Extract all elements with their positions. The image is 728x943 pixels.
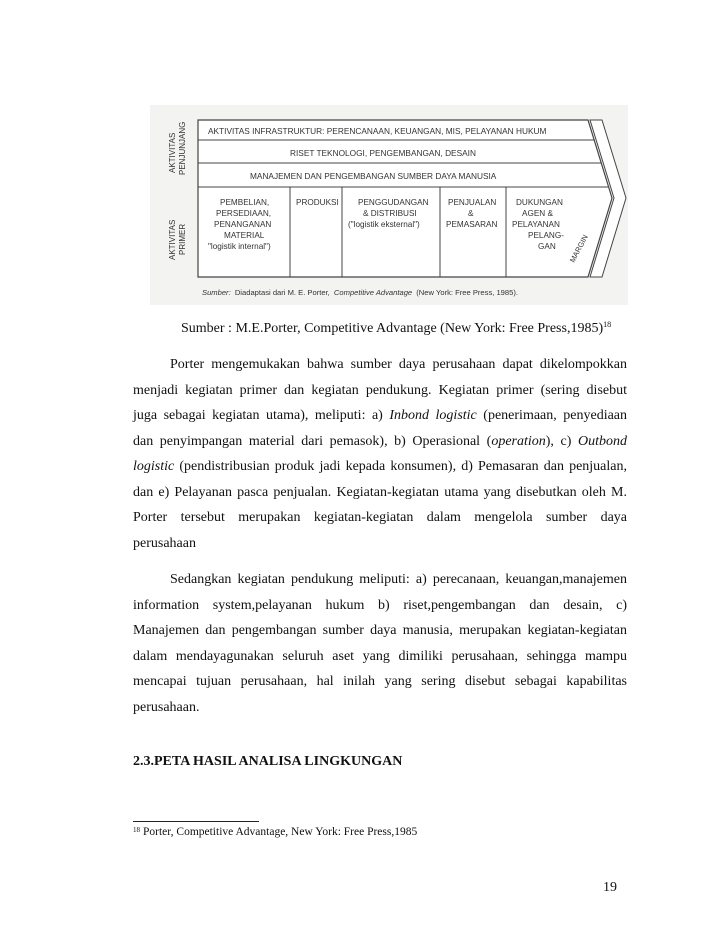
p2-line-5: mencapai tujuan perusahaan, hal inilah yang sering disebut sebagai kapabilitas xyxy=(133,674,627,689)
footnote-divider xyxy=(133,821,259,822)
outbond-term: Outbond xyxy=(578,433,627,449)
p1-line-6: dan e) Pelayanan pasca penjualan. Kegiatan-kegiatan utama yang disebutkan oleh M. xyxy=(133,484,627,500)
primary-cell-production xyxy=(296,198,339,207)
section-heading: 2.3.PETA HASIL ANALISA LINGKUNGAN xyxy=(133,754,403,769)
svg-text:&: & xyxy=(468,209,474,218)
footnote-text: Porter, Competitive Advantage, New York: Free Press,1985 xyxy=(143,826,418,838)
p2-line-2: information system,pelayanan hukum b) riset,pengembangan dan desain, c) xyxy=(133,597,627,613)
svg-text:("logistik eksternal"): ("logistik eksternal") xyxy=(348,220,420,229)
svg-text:PELANG-: PELANG- xyxy=(528,231,564,240)
p1-line-3: juga sebagai kegiatan utama), meliputi: a) Inbond logistic (penerimaan, penyediaan xyxy=(133,408,628,423)
svg-text:PEMASARAN: PEMASARAN xyxy=(446,220,498,229)
p2-line-4: dalam mendayagunakan seluruh aset yang dimiliki perusahaan, sehingga mampu xyxy=(133,648,627,664)
margin-label: MARGIN xyxy=(567,233,590,264)
p1-line-2: menjadi kegiatan primer dan kegiatan pendukung. Kegiatan primer (sering disebut xyxy=(133,382,627,398)
figure-caption xyxy=(181,320,611,337)
page-number: 19 xyxy=(603,880,617,895)
operation-term: operation xyxy=(491,433,546,449)
p2-line-6: perusahaan. xyxy=(133,699,200,715)
svg-text:PRODUKSI: PRODUKSI xyxy=(296,198,339,207)
value-chain-figure xyxy=(150,105,628,305)
logistic-term: logistic xyxy=(133,459,175,474)
svg-text:DUKUNGAN: DUKUNGAN xyxy=(516,198,563,207)
svg-text:PELAYANAN: PELAYANAN xyxy=(512,220,560,229)
svg-text:"logistik internal"): "logistik internal") xyxy=(208,242,271,251)
svg-text:PENJUALAN: PENJUALAN xyxy=(448,198,497,207)
p2-line-3: Manajemen dan pengembangan sumber daya manusia, merupakan kegiatan-kegiatan xyxy=(133,623,627,638)
svg-text:& DISTRIBUSI: & DISTRIBUSI xyxy=(363,209,417,218)
svg-text:AGEN &: AGEN & xyxy=(522,209,553,218)
svg-text:PENANGANAN: PENANGANAN xyxy=(214,220,272,229)
p1-line-4: dan penyimpangan material dari pemasok), b) Operasional (operation), c) Outbond xyxy=(133,433,627,449)
footnote-number: 18 xyxy=(133,826,140,834)
support-row-infrastructure: AKTIVITAS INFRASTRUKTUR: PERENCANAAN, KEUANGAN, MIS, PELAYANAN HUKUM xyxy=(208,126,547,136)
svg-text:MATERIAL: MATERIAL xyxy=(224,231,265,240)
svg-text:GAN: GAN xyxy=(538,242,556,251)
value-chain-diagram xyxy=(150,105,628,305)
figure-source: Sumber: Diadaptasi dari M. E. Porter, Competitive Advantage (New York: Free Press, 1985). xyxy=(202,288,518,297)
p1-line-1: Porter mengemukakan bahwa sumber daya perusahaan dapat dikelompokkan xyxy=(170,357,627,372)
primary-side-label-1: AKTIVITAS xyxy=(168,219,177,260)
p2-line-1: Sedangkan kegiatan pendukung meliputi: a) perecanaan, keuangan,manajemen xyxy=(170,572,627,587)
support-side-label-2: PENJUNJANG xyxy=(178,121,187,175)
inbond-logistic-term: Inbond logistic xyxy=(389,408,477,423)
svg-text:PEMBELIAN,: PEMBELIAN, xyxy=(220,198,270,207)
caption-text: Sumber : M.E.Porter, Competitive Advantage (New York: Free Press,1985) xyxy=(181,321,604,336)
p1-line-5: logistic (pendistribusian produk jadi kepada konsumen), d) Pemasaran dan penjualan, xyxy=(133,459,628,474)
svg-text:PENGGUDANGAN: PENGGUDANGAN xyxy=(358,198,429,207)
p1-line-8: perusahaan xyxy=(133,535,196,551)
support-row-technology: RISET TEKNOLOGI, PENGEMBANGAN, DESAIN xyxy=(290,148,476,158)
paragraph-support-activities xyxy=(133,567,627,720)
primary-side-label-2: PRIMER xyxy=(178,223,187,255)
support-row-hr: MANAJEMEN DAN PENGEMBANGAN SUMBER DAYA MANUSIA xyxy=(250,171,497,181)
p1-line-7: Porter tersebut merupakan kegiatan-kegiatan dalam mengelola sumber daya xyxy=(133,510,627,525)
svg-text:PERSEDIAAN,: PERSEDIAAN, xyxy=(216,209,272,218)
support-side-label-1: AKTIVITAS xyxy=(168,132,177,173)
caption-footnote-ref: 18 xyxy=(603,320,612,329)
footnote xyxy=(133,826,417,838)
paragraph-primary-activities xyxy=(133,352,627,556)
